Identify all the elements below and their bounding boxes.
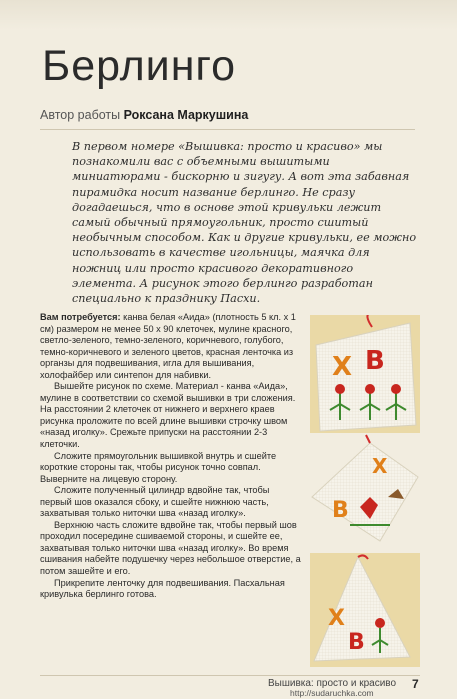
author-name: Роксана Маркушина	[123, 108, 249, 122]
step-paragraph: Сложите прямоугольник вышивкой внутрь и сшейте короткие стороны так, чтобы рисунок точно совпал. Выверните на лицевую сторону.	[40, 450, 277, 484]
photo-bottom	[310, 553, 420, 667]
title-divider	[40, 129, 415, 130]
author-line	[40, 108, 248, 122]
photo-bottom-letter-2: В	[348, 630, 365, 655]
photo-strip	[310, 315, 420, 667]
step-paragraph: Прикрепите ленточку для подвешивания. Пасхальная кривулька берлинго готова.	[40, 577, 285, 600]
photo-middle	[310, 435, 420, 547]
magazine-name: Вышивка: просто и красиво	[268, 678, 397, 689]
photo-top-letter-2: В	[365, 346, 385, 376]
footer-divider	[40, 675, 420, 676]
berlingo-photos	[310, 315, 420, 667]
step-paragraph: Вышейте рисунок по схеме. Материал - канва «Аида», мулине в соответствии со схемой вышивки в три сложения. На расстоянии 2 клеточек от нижнего и верхнего краев рисунка проложите по всей длине вышивки строчку швом «назад иголку». Срежьте припуски на расстоянии 2-3 клеточки.	[40, 381, 296, 450]
page-number: 7	[412, 677, 419, 691]
author-prefix: Автор работы	[40, 108, 124, 122]
photo-top-letter-1: Х	[332, 352, 353, 382]
photo-top	[310, 315, 420, 433]
intro-paragraph	[72, 139, 418, 306]
instructions-column	[40, 312, 302, 601]
step-paragraph: Верхнюю часть сложите вдвойне так, чтобы первый шов проходил посередине сшиваемой стороны, и сшейте ее, захватывая только ниточки шва «назад иголку». Во время сшивания набейте подушечку через небольшое отверстие, а потом зашейте и его.	[40, 519, 301, 577]
intro-text: В первом номере «Вышивка: просто и красиво» мы познакомили вас с объемными вышитыми миниатюрами - бискорню и зигугу. А вот эта забавная пирамидка носит название берлинго. Не сразу догадаешься, что в основе этой кривульки лежит самый обычный прямоугольник, просто сшитый необычным способом. Как и другие кривульки, ее можно использовать в качестве игольницы, маячка для ножниц или просто красивого декоративного элемента. А рисунок этого берлинго разработан специально к празднику Пасхи.	[72, 140, 417, 306]
photo-middle-letter-2: Х	[372, 454, 388, 478]
materials-paragraph	[40, 312, 302, 381]
photo-bottom-letter-1: Х	[328, 606, 345, 631]
materials-heading: Вам потребуется:	[40, 312, 121, 322]
step-paragraph: Сложите полученный цилиндр вдвойне так, чтобы первый шов оказался сбоку, и сшейте нижнюю часть, захватывая только ниточки шва «назад иголку».	[40, 485, 270, 519]
top-band	[0, 0, 457, 30]
materials-text: канва белая «Аида» (плотность 5 кл. х 1 см) размером не менее 50 х 90 клеточек, мулине красного, светло-зеленого, темно-зеленого, коричневого, голубого, темно-коричневого и зеленого цветов, красная ленточка из органзы для подвешивания, игла для вышивания, холофайбер или синтепон для набивки.	[40, 312, 296, 380]
photo-middle-letter-1: В	[332, 498, 349, 523]
watermark-url: http://sudaruchka.com	[290, 688, 374, 698]
article-title: Берлинго	[42, 42, 237, 90]
